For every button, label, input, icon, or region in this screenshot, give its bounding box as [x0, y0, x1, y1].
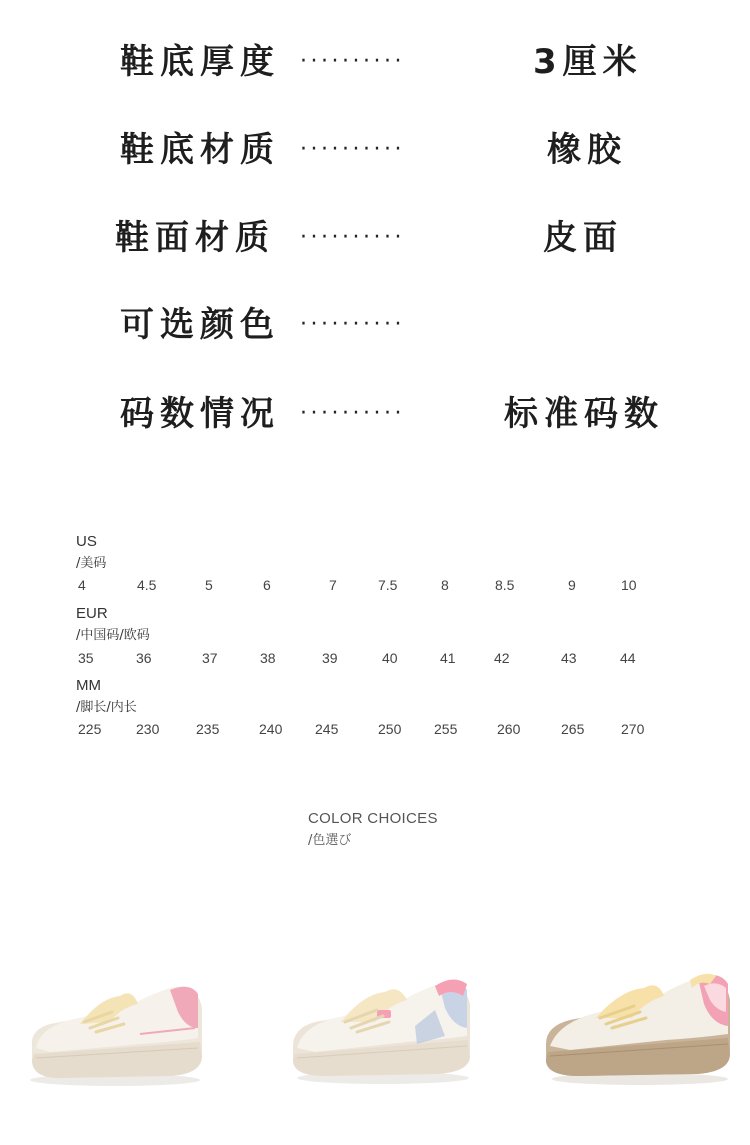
- size-cell: 245: [315, 721, 339, 737]
- size-cell: 225: [78, 721, 102, 737]
- size-cell: 7: [329, 577, 337, 593]
- size-cell: 240: [259, 721, 283, 737]
- size-sub-mm: /脚长/内长: [76, 700, 137, 715]
- spec-row-upper-material: [0, 208, 750, 268]
- spec-label: 可选颜色: [120, 305, 280, 345]
- size-cell: 270: [621, 721, 645, 737]
- size-head-mm: MM: [76, 677, 101, 694]
- spec-row-sole-thickness: [0, 32, 750, 92]
- size-cell: 40: [382, 650, 398, 666]
- shoe-image-2[interactable]: [285, 966, 475, 1091]
- spec-label: 鞋面材质: [115, 218, 275, 258]
- size-cell: 36: [136, 650, 152, 666]
- spec-value: 标准码数: [504, 394, 664, 434]
- size-cell: 250: [378, 721, 402, 737]
- shoe-image-1[interactable]: [20, 968, 205, 1093]
- size-cell: 39: [322, 650, 338, 666]
- spec-value: 3厘米: [533, 42, 643, 82]
- spec-label: 鞋底材质: [120, 130, 280, 170]
- size-cell: 6: [263, 577, 271, 593]
- size-cell: 5: [205, 577, 213, 593]
- size-head-eur: EUR: [76, 605, 108, 622]
- size-cell: 43: [561, 650, 577, 666]
- spec-row-sizing: [0, 384, 750, 444]
- size-cell: 35: [78, 650, 94, 666]
- size-cell: 10: [621, 577, 637, 593]
- size-cell: 260: [497, 721, 521, 737]
- spec-value: 皮面: [543, 218, 623, 258]
- shoe-image-3[interactable]: [540, 962, 735, 1092]
- spec-row-colors: [0, 295, 750, 355]
- size-cell: 37: [202, 650, 218, 666]
- size-cell: 41: [440, 650, 456, 666]
- spec-value: 橡胶: [547, 130, 627, 170]
- spec-label: 码数情况: [120, 394, 280, 434]
- color-choices-title: COLOR CHOICES: [308, 810, 438, 827]
- spec-label: 鞋底厚度: [120, 42, 280, 82]
- size-cell: 255: [434, 721, 458, 737]
- size-cell: 38: [260, 650, 276, 666]
- size-cell: 8: [441, 577, 449, 593]
- size-cell: 265: [561, 721, 585, 737]
- spec-dots: ··········: [300, 49, 405, 74]
- spec-dots: ··········: [300, 401, 405, 426]
- size-sub-us: /美码: [76, 556, 107, 571]
- size-cell: 8.5: [495, 577, 515, 593]
- spec-dots: ··········: [300, 225, 405, 250]
- size-cell: 4.5: [137, 577, 157, 593]
- size-cell: 42: [494, 650, 510, 666]
- size-head-us: US: [76, 533, 97, 550]
- size-cell: 44: [620, 650, 636, 666]
- size-cell: 9: [568, 577, 576, 593]
- size-cell: 235: [196, 721, 220, 737]
- color-choices-subtitle: /色選び: [308, 833, 352, 848]
- spec-dots: ··········: [300, 137, 405, 162]
- spec-dots: ··········: [300, 312, 405, 337]
- size-cell: 7.5: [378, 577, 398, 593]
- size-cell: 4: [78, 577, 86, 593]
- spec-row-sole-material: [0, 120, 750, 180]
- size-sub-eur: /中国码/欧码: [76, 628, 150, 643]
- size-cell: 230: [136, 721, 160, 737]
